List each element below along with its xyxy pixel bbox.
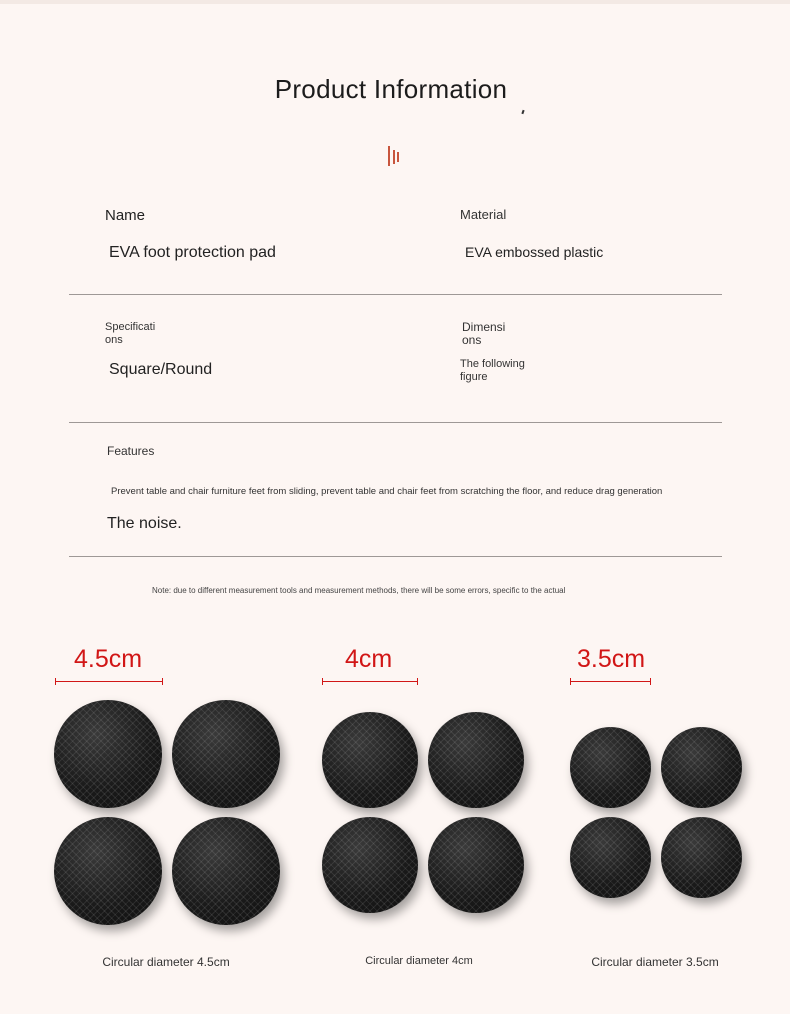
divider xyxy=(69,556,722,557)
dimensions-value: The following figure xyxy=(460,358,525,383)
caption-4-5cm: Circular diameter 4.5cm xyxy=(102,955,230,969)
specifications-value: Square/Round xyxy=(109,361,213,378)
material-label: Material xyxy=(460,207,507,222)
foot-pad-4-5cm xyxy=(172,817,280,925)
features-text: Prevent table and chair furniture feet from sliding, prevent table and chair feet from scratching the floor, and reduce drag generation xyxy=(111,486,663,497)
size-label-3-5cm: 3.5cm xyxy=(577,645,646,673)
size-label-4cm: 4cm xyxy=(345,645,393,673)
foot-pad-3-5cm xyxy=(570,817,651,898)
foot-pad-4cm xyxy=(428,817,524,913)
name-value: EVA foot protection pad xyxy=(109,244,276,261)
divider xyxy=(69,422,722,423)
material-value: EVA embossed plastic xyxy=(465,244,604,260)
measure-line-3-5cm xyxy=(570,681,651,682)
accent-bars-icon xyxy=(388,146,402,166)
measurement-note: Note: due to different measurement tools and measurement methods, there will be some errors, specific to the actual xyxy=(152,586,566,595)
features-label: Features xyxy=(107,444,155,458)
foot-pad-4cm xyxy=(322,817,418,913)
foot-pad-3-5cm xyxy=(661,727,742,808)
features-continuation: The noise. xyxy=(107,515,182,532)
page-title: Product Information xyxy=(274,74,508,104)
foot-pad-4cm xyxy=(322,712,418,808)
caption-4cm: Circular diameter 4cm xyxy=(365,955,473,967)
foot-pad-4cm xyxy=(428,712,524,808)
foot-pad-3-5cm xyxy=(661,817,742,898)
measure-line-4-5cm xyxy=(55,681,163,682)
top-strip xyxy=(0,0,790,4)
foot-pad-4-5cm xyxy=(54,700,162,808)
measure-line-4cm xyxy=(322,681,418,682)
foot-pad-4-5cm xyxy=(172,700,280,808)
divider xyxy=(69,294,722,295)
caption-3-5cm: Circular diameter 3.5cm xyxy=(591,955,719,969)
size-label-4-5cm: 4.5cm xyxy=(74,645,143,673)
name-label: Name xyxy=(105,207,146,224)
dimensions-label: Dimensi ons xyxy=(462,320,506,347)
specifications-label: Specificati ons xyxy=(105,321,156,346)
decorative-tick xyxy=(521,110,524,114)
foot-pad-3-5cm xyxy=(570,727,651,808)
foot-pad-4-5cm xyxy=(54,817,162,925)
